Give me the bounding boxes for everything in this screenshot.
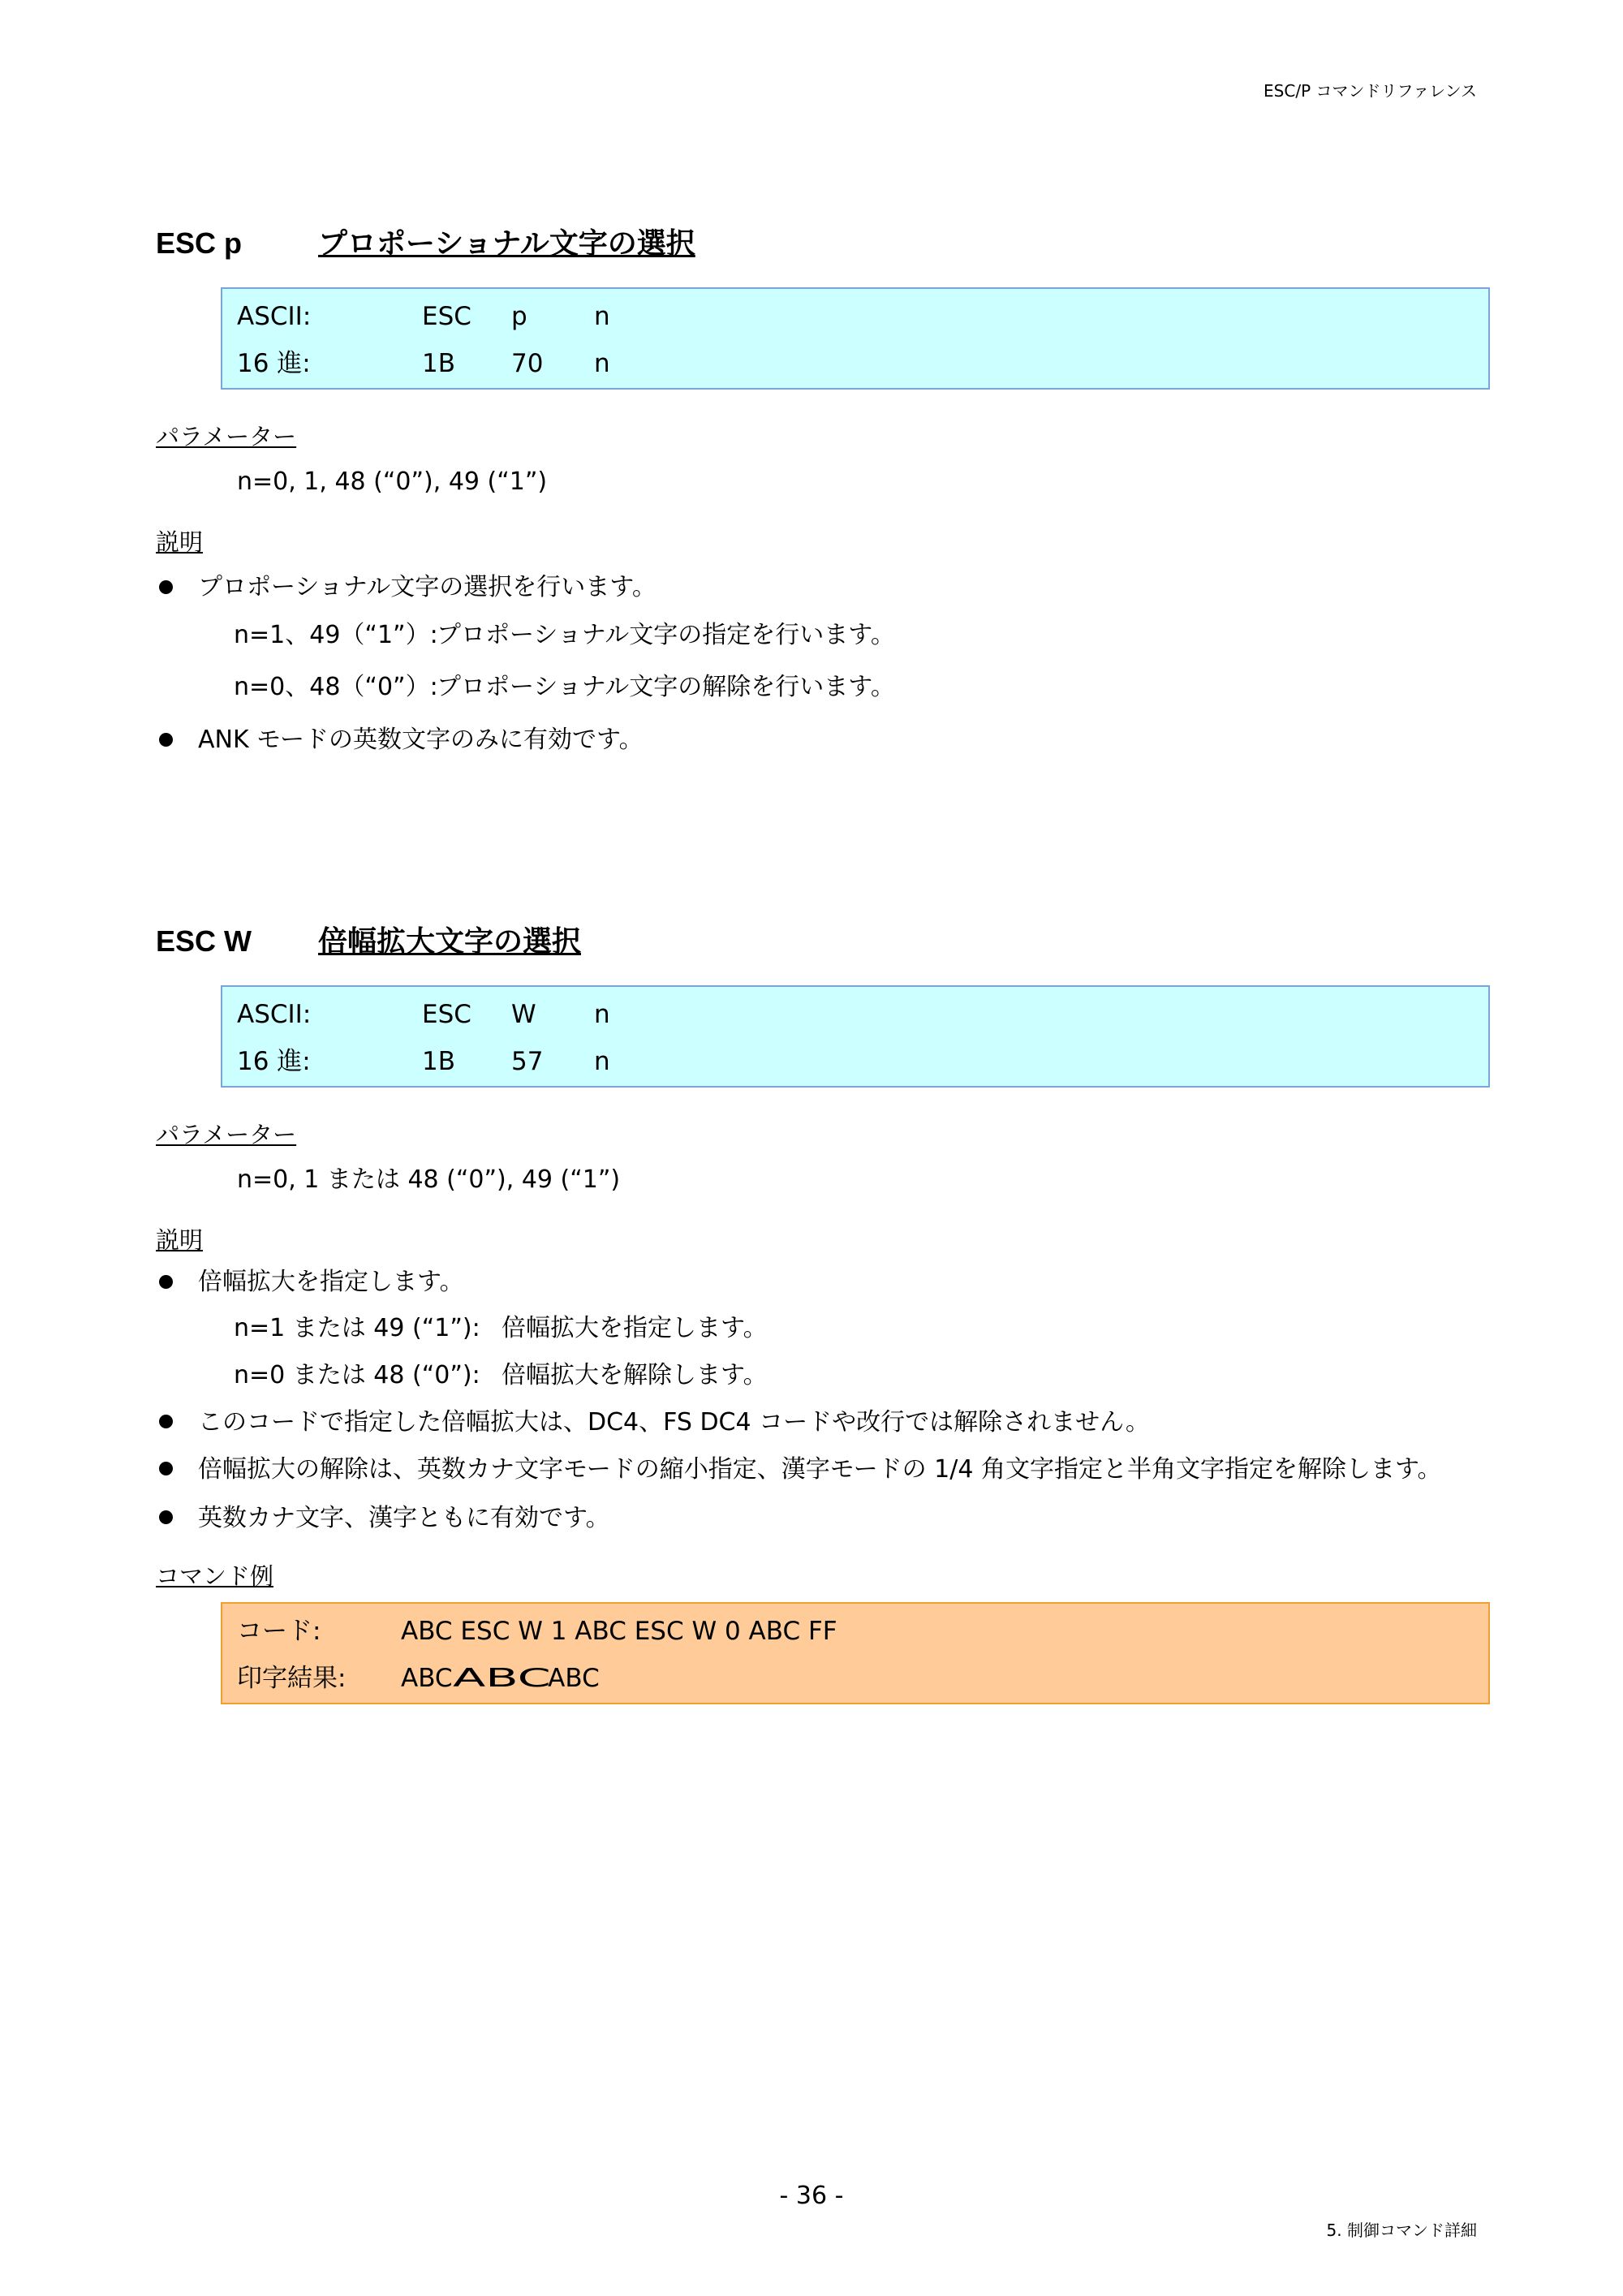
param-heading: パラメーター: [156, 1121, 297, 1148]
desc-heading: 説明: [156, 528, 204, 556]
hex-esc: 1B: [422, 349, 455, 378]
bullet-icon: [159, 1275, 173, 1289]
sub-item: [234, 610, 1495, 661]
hex-label: 16 進:: [237, 349, 311, 378]
bullet-text: プロポーショナル文字の選択を行います。: [198, 573, 657, 601]
sub-item-label: n=0 または 48 (“0”):: [234, 1361, 480, 1389]
bullet-item: [156, 565, 1495, 610]
bullet-item: [156, 714, 1495, 766]
param-values: n=0, 1 または 48 (“0”), 49 (“1”): [237, 1165, 621, 1194]
ascii-label: ASCII:: [237, 1000, 312, 1029]
command-name: ESC p: [156, 226, 243, 260]
bullet-item: [156, 1446, 1495, 1493]
ascii-param: n: [594, 1000, 610, 1029]
hex-cmd: 57: [511, 1047, 544, 1076]
ascii-label: ASCII:: [237, 302, 312, 331]
bullet-text: 英数カナ文字、漢字ともに有効です。: [198, 1504, 610, 1532]
hex-param: n: [594, 1047, 610, 1076]
command-title: 倍幅拡大文字の選択: [318, 924, 582, 958]
hex-row: [237, 347, 610, 380]
ascii-esc: ESC: [422, 302, 471, 331]
bullet-text: ANK モードの英数文字のみに有効です。: [198, 726, 644, 754]
sub-item-text: プロポーショナル文字の指定を行います。: [437, 621, 895, 649]
code-box: [221, 985, 1490, 1088]
bullet-item: [156, 1493, 1495, 1544]
example-heading: コマンド例: [156, 1562, 274, 1590]
param-values: n=0, 1, 48 (“0”), 49 (“1”): [237, 467, 548, 496]
example-code-value: ABC ESC W 1 ABC ESC W 0 ABC FF: [401, 1617, 837, 1646]
bullet-icon: [159, 733, 173, 747]
bullet-icon: [159, 580, 173, 594]
ascii-row: [237, 998, 610, 1031]
hex-cmd: 70: [511, 349, 544, 378]
param-heading: パラメーター: [156, 423, 297, 450]
sub-item-text: 倍幅拡大を解除します。: [502, 1361, 768, 1389]
bullet-icon: [159, 1462, 173, 1475]
section-title: [156, 222, 1495, 265]
example-box: [221, 1602, 1490, 1704]
sub-item: [234, 1305, 1495, 1352]
ascii-cmd: p: [511, 302, 527, 331]
bullet-icon: [159, 1510, 173, 1524]
page-number: - 36 -: [779, 2182, 844, 2210]
ascii-param: n: [594, 302, 610, 331]
result-normal-text: ABC: [548, 1664, 600, 1693]
sub-item: [234, 661, 1495, 714]
example-code-row: [237, 1615, 837, 1648]
running-header: ESC/P コマンドリファレンス: [1264, 81, 1477, 101]
command-title: プロポーショナル文字の選択: [318, 226, 695, 260]
section-esc-w: [156, 920, 1495, 1704]
bullet-text: このコードで指定した倍幅拡大は、DC4、FS DC4 コードや改行では解除されません。: [198, 1408, 1150, 1437]
code-box: [221, 287, 1490, 390]
sub-item-label: n=0、48（“0”）:: [234, 673, 438, 701]
section-title: [156, 920, 1495, 963]
bullet-item: [156, 1399, 1495, 1446]
result-normal-text: ABC: [401, 1664, 453, 1693]
bullet-text: 倍幅拡大の解除は、英数カナ文字モードの縮小指定、漢字モードの 1/4 角文字指定と半角文字指定を解除します。: [198, 1455, 1442, 1484]
hex-row: [237, 1045, 610, 1078]
section-esc-p: [156, 222, 1495, 766]
example-result-row: [237, 1662, 600, 1695]
bullet-item: [156, 1260, 1495, 1305]
chapter-footer: 5. 制御コマンド詳細: [1326, 2221, 1477, 2240]
ascii-esc: ESC: [422, 1000, 471, 1029]
sub-item: [234, 1352, 1495, 1399]
example-code-label: コード:: [237, 1617, 321, 1646]
bullet-text: 倍幅拡大を指定します。: [198, 1268, 464, 1296]
sub-item-text: 倍幅拡大を指定します。: [502, 1314, 768, 1342]
desc-heading: 説明: [156, 1226, 204, 1254]
hex-param: n: [594, 349, 610, 378]
result-wide-text: ABC: [452, 1664, 551, 1693]
bullet-icon: [159, 1415, 173, 1428]
hex-label: 16 進:: [237, 1047, 311, 1076]
sub-item-label: n=1、49（“1”）:: [234, 621, 438, 649]
sub-item-label: n=1 または 49 (“1”):: [234, 1314, 480, 1342]
command-name: ESC W: [156, 924, 252, 958]
ascii-row: [237, 300, 610, 333]
example-result-label: 印字結果:: [237, 1664, 347, 1693]
ascii-cmd: W: [511, 1000, 536, 1029]
sub-item-text: プロポーショナル文字の解除を行います。: [437, 673, 895, 701]
hex-esc: 1B: [422, 1047, 455, 1076]
